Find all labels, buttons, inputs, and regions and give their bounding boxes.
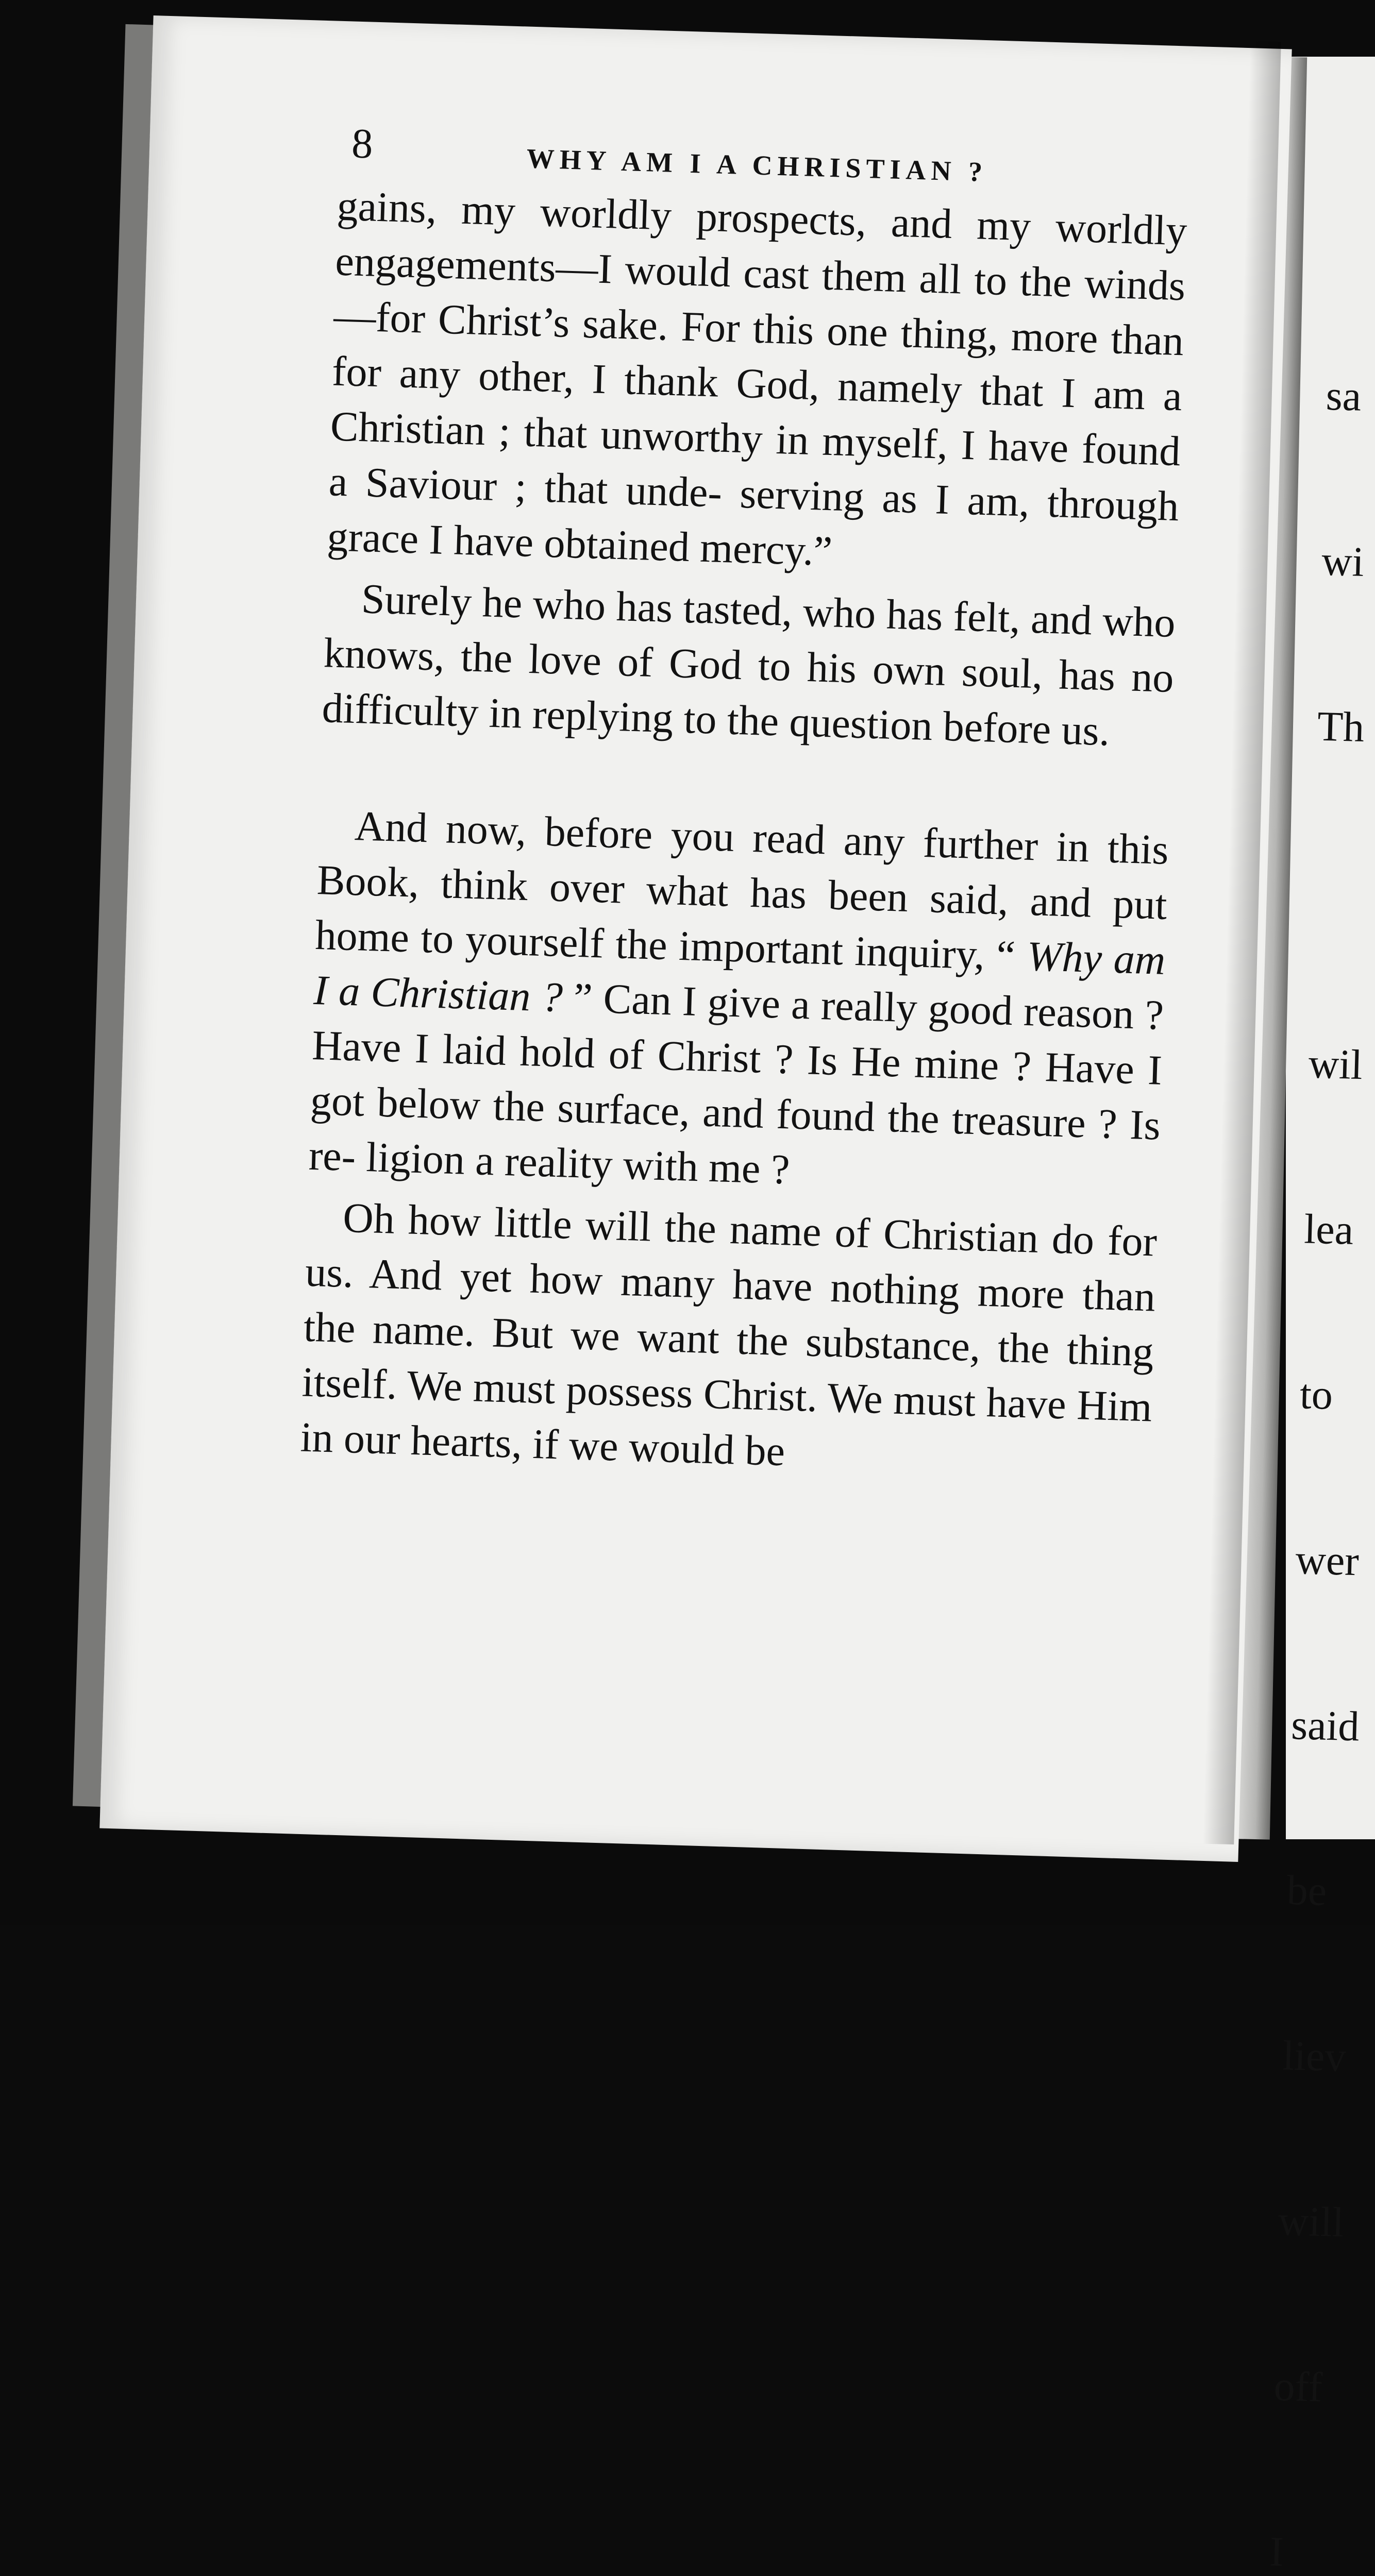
paragraph-1: gains, my worldly prospects, and my worldly engagements—I would cast them all to the winds—for Christ’s sake. For this one thing, more than for any other, I thank God, namely that I am a Christian ; that unworthy in myself, I have found a Saviour ; that unde- serving as I am, through grace I have obtained mercy.”: [326, 182, 1188, 575]
right-fragment: be: [1286, 1866, 1328, 1914]
right-fragment: to: [1299, 1370, 1334, 1418]
right-fragment: Th: [1317, 702, 1365, 751]
paragraph-2: Surely he who has tasted, who has felt, and who knows, the love of God to his own soul, has no difficulty in replying to the question before us.: [321, 575, 1176, 755]
paragraph-3-after: ” Can I give a really good reason ? Have I laid hold of Christ ? Is He mine ? Have I got below the surface, and found the treasure ? Is re- ligion a reality with me ?: [308, 974, 1165, 1193]
running-title: WHY AM I A CHRISTIAN ?: [526, 143, 988, 188]
right-fragment: wi: [1321, 537, 1365, 585]
right-fragment: off: [1273, 2362, 1323, 2411]
page-number: 8: [351, 120, 374, 167]
right-fragment: I: [1269, 2528, 1284, 2575]
paragraph-3-italic: Why am I a Christian ?: [313, 932, 1166, 1021]
right-fragment: will: [1278, 2197, 1345, 2246]
paragraph-4: Oh how little will the name of Christian do for us. And yet how many have nothing more than the name. But we want the substance, the thing itself. We must possess Christ. We must have Him in our hearts, if we would be: [299, 1194, 1158, 1475]
right-fragment: wer: [1295, 1536, 1360, 1585]
right-fragment: liev: [1282, 2031, 1347, 2081]
right-fragment: lea: [1303, 1205, 1354, 1253]
paragraph-3-before: And now, before you read any further in this Book, think over what has been said, and put home to yourself the important inquiry, “: [314, 802, 1169, 979]
right-fragment: wil: [1307, 1040, 1363, 1089]
page-content: [202, 98, 1211, 1490]
paragraph-3: [308, 797, 1169, 1208]
right-fragment: sa: [1325, 371, 1362, 420]
right-fragment: said: [1290, 1701, 1360, 1750]
